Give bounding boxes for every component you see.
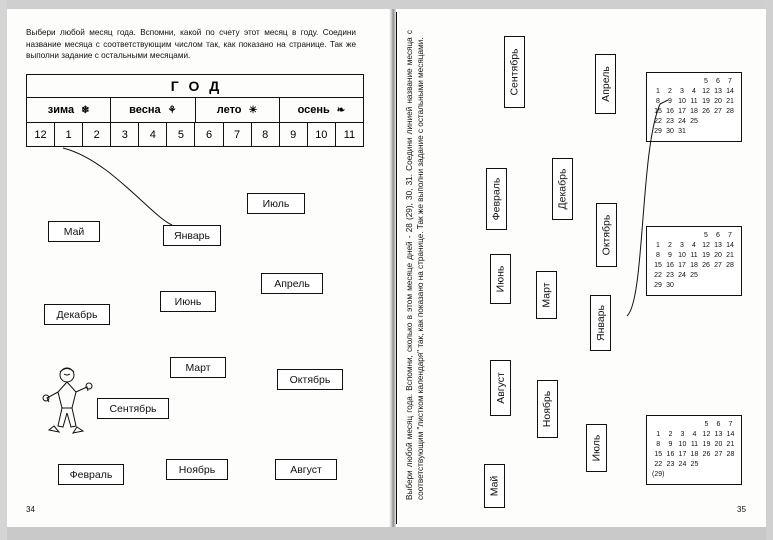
leaf-icon: ❧ <box>336 104 346 116</box>
month-box-vertical[interactable] <box>595 54 616 114</box>
calendar-day-cell: 16 <box>666 108 674 115</box>
season-cell-winter <box>27 98 110 122</box>
month-box-vertical[interactable] <box>486 168 507 230</box>
calendar-day-cell: 17 <box>678 262 686 269</box>
calendar-day-cell <box>724 117 736 127</box>
calendar-day-cell: 25 <box>690 118 698 125</box>
calendar-day-cell: 7 <box>728 78 732 85</box>
calendar-day-cell: 20 <box>714 252 722 259</box>
calendar-row <box>652 420 736 430</box>
month-number-cell[interactable]: 2 <box>82 123 110 146</box>
month-box[interactable]: Декабрь <box>44 304 110 325</box>
calendar-day-cell <box>688 281 700 291</box>
calendar-day-cell: 26 <box>702 108 710 115</box>
calendar-row <box>652 97 736 107</box>
calendar-day-cell: 3 <box>680 242 684 249</box>
calendar-day-cell: 17 <box>678 108 686 115</box>
calendar-day-cell: 15 <box>654 108 662 115</box>
calendar-day-cell <box>664 77 676 87</box>
month-box-vertical[interactable] <box>490 360 511 416</box>
spine-divider <box>396 12 397 524</box>
month-box-vertical[interactable] <box>536 271 557 319</box>
month-box[interactable]: Апрель <box>261 273 323 294</box>
calendar-row <box>652 117 736 127</box>
season-row <box>26 97 364 123</box>
month-number-cell[interactable]: 1 <box>54 123 82 146</box>
month-box-label: Декабрь <box>556 168 569 210</box>
month-number-cell[interactable]: 11 <box>335 123 363 146</box>
calendar-day-cell <box>676 470 688 480</box>
calendar-day-cell: 17 <box>678 451 687 458</box>
calendar-day-cell: 16 <box>666 451 675 458</box>
page-edge-top <box>0 0 773 9</box>
month-box-label: Октябрь <box>600 214 613 256</box>
calendar-day-cell: 5 <box>704 421 709 428</box>
month-number-cell[interactable]: 6 <box>194 123 222 146</box>
calendar-day-cell <box>712 281 724 291</box>
tulip-icon: ⚘ <box>167 104 177 116</box>
calendar-day-cell <box>700 127 712 137</box>
calendar-day-cell <box>688 420 700 430</box>
month-number-cell[interactable]: 12 <box>34 128 47 141</box>
month-box-vertical[interactable] <box>490 254 511 304</box>
month-number-cell[interactable]: 10 <box>307 123 335 146</box>
calendar-day-cell <box>652 77 664 87</box>
season-label-autumn: осень <box>297 104 330 116</box>
calendar-day-cell: 7 <box>728 232 732 239</box>
month-box-label: Сентябрь <box>508 48 521 96</box>
month-box[interactable]: Июль <box>247 193 305 214</box>
month-box[interactable]: Март <box>170 357 226 378</box>
calendar-row <box>652 127 736 137</box>
calendar-day-cell <box>664 420 676 430</box>
calendar-day-cell: 11 <box>690 441 699 448</box>
calendar-day-cell <box>652 420 664 430</box>
season-cell-autumn <box>279 98 363 122</box>
calendar-day-cell: 27 <box>714 108 722 115</box>
calendar-day-cell <box>664 470 676 480</box>
calendar-day-cell: 11 <box>690 98 698 105</box>
calendar-day-cell: 30 <box>666 128 674 135</box>
calendar-day-cell <box>712 470 724 480</box>
calendar-day-cell: 18 <box>690 262 698 269</box>
calendar-row <box>652 460 736 470</box>
calendar-day-cell: 10 <box>678 441 687 448</box>
season-label-summer: лето <box>216 104 242 116</box>
calendar-day-cell: 21 <box>726 252 734 259</box>
calendar-day-cell <box>712 460 724 470</box>
calendar-day-cell: 22 <box>654 272 662 279</box>
calendar-day-cell: 25 <box>690 272 698 279</box>
calendar-day-cell <box>712 271 724 281</box>
sun-icon: ☀ <box>248 104 258 116</box>
month-box[interactable]: Октябрь <box>277 369 343 390</box>
month-box[interactable]: Январь <box>163 225 221 246</box>
calendar-day-cell <box>700 117 712 127</box>
calendar-day-cell: 27 <box>714 262 722 269</box>
month-box-vertical[interactable] <box>590 295 611 351</box>
month-box-label: Август <box>494 372 507 404</box>
calendar-day-cell: 13 <box>714 88 722 95</box>
calendar-row <box>652 231 736 241</box>
calendar-day-cell <box>712 127 724 137</box>
month-box[interactable]: Февраль <box>58 464 124 485</box>
calendar-day-cell <box>688 470 700 480</box>
calendar-day-cell: (29) <box>652 471 665 478</box>
calendar-day-cell: 16 <box>666 262 674 269</box>
calendar-day-cell: 2 <box>668 431 673 438</box>
calendar-day-cell: 9 <box>668 252 672 259</box>
left-page-number: 34 <box>26 505 35 514</box>
month-box-label: Ноябрь <box>541 390 554 428</box>
calendar-row <box>652 241 736 251</box>
season-label-winter: зима <box>47 104 75 116</box>
calendar-day-cell: 6 <box>716 421 721 428</box>
month-number-cell[interactable]: 9 <box>279 123 307 146</box>
calendar-day-cell: 3 <box>680 431 685 438</box>
calendar-day-cell: 8 <box>656 441 661 448</box>
calendar-row <box>652 450 736 460</box>
calendar-day-cell <box>676 420 688 430</box>
calendar-day-cell: 23 <box>666 461 675 468</box>
calendar-day-cell: 19 <box>702 98 710 105</box>
calendar-day-cell <box>676 77 688 87</box>
month-box-vertical[interactable] <box>537 380 558 438</box>
month-box[interactable]: Август <box>275 459 337 480</box>
calendar-row <box>652 430 736 440</box>
month-box[interactable]: Июнь <box>160 291 216 312</box>
month-box-vertical[interactable] <box>586 424 607 472</box>
calendar-day-cell: 28 <box>726 108 734 115</box>
calendar-day-cell: 12 <box>702 431 711 438</box>
calendar-day-cell: 15 <box>654 262 662 269</box>
calendar-day-cell: 26 <box>702 262 710 269</box>
year-table <box>26 74 364 147</box>
calendar-day-cell <box>688 127 700 137</box>
month-box-vertical[interactable] <box>504 36 525 108</box>
calendar-day-cell <box>712 117 724 127</box>
girl-doll-illustration <box>40 362 96 434</box>
month-box-label: Март <box>540 282 553 308</box>
month-box-vertical[interactable] <box>552 158 573 220</box>
month-box-label: Июль <box>590 434 603 462</box>
calendar-day-cell: 6 <box>716 78 720 85</box>
calendar-row <box>652 440 736 450</box>
month-box-vertical[interactable] <box>596 203 617 267</box>
month-box-label: Февраль <box>490 177 503 221</box>
page-edge-bottom <box>0 527 773 540</box>
calendar-day-cell: 20 <box>714 441 723 448</box>
calendar-day-cell: 12 <box>702 88 710 95</box>
calendar-day-cell: 1 <box>656 431 661 438</box>
calendar-day-cell: 1 <box>656 88 660 95</box>
month-box-vertical[interactable] <box>484 464 505 508</box>
month-number-cell[interactable]: 5 <box>166 123 194 146</box>
calendar-sheet[interactable] <box>646 72 742 142</box>
calendar-day-cell: 15 <box>654 451 663 458</box>
calendar-day-cell: 13 <box>714 431 723 438</box>
calendar-day-cell: 19 <box>702 441 711 448</box>
right-instruction-text: Выбери любой месяц года. Вспомни, сколько в этом месяце дней - 28 (29), 30, 31. Соедини линией название месяца с соответствующим "листком календаря" так, как показано на странице. Так же выполни задание с остальными месяцами. <box>405 30 426 500</box>
calendar-day-cell <box>652 231 664 241</box>
calendar-row <box>652 470 736 480</box>
calendar-row <box>652 251 736 261</box>
calendar-day-cell: 25 <box>690 461 699 468</box>
calendar-day-cell: 28 <box>726 451 735 458</box>
calendar-day-cell: 3 <box>680 88 684 95</box>
calendar-day-cell: 18 <box>690 451 699 458</box>
calendar-day-cell <box>676 281 688 291</box>
calendar-day-cell: 6 <box>716 232 720 239</box>
calendar-day-cell: 14 <box>726 88 734 95</box>
month-box-label: Май <box>488 475 501 497</box>
page-edge-left <box>0 0 7 540</box>
calendar-day-cell: 14 <box>726 242 734 249</box>
calendar-day-cell <box>676 231 688 241</box>
calendar-day-cell: 28 <box>726 262 734 269</box>
calendar-day-cell: 4 <box>692 88 696 95</box>
calendar-day-cell: 10 <box>678 98 686 105</box>
calendar-day-cell: 8 <box>656 98 660 105</box>
calendar-day-cell: 18 <box>690 108 698 115</box>
month-box[interactable]: Сентябрь <box>97 398 169 419</box>
calendar-day-cell <box>724 281 736 291</box>
calendar-row <box>652 271 736 281</box>
calendar-day-cell: 24 <box>678 118 686 125</box>
calendar-day-cell: 12 <box>702 242 710 249</box>
calendar-day-cell: 22 <box>654 118 662 125</box>
season-label-spring: весна <box>129 104 161 116</box>
calendar-day-cell: 7 <box>728 421 733 428</box>
calendar-day-cell <box>724 460 736 470</box>
calendar-day-cell <box>724 127 736 137</box>
calendar-day-cell: 24 <box>678 461 687 468</box>
calendar-sheet[interactable] <box>646 226 742 296</box>
calendar-day-cell <box>700 470 712 480</box>
calendar-day-cell: 4 <box>692 431 697 438</box>
calendar-day-cell: 21 <box>726 441 735 448</box>
calendar-day-cell <box>688 231 700 241</box>
month-number-row <box>26 123 364 147</box>
calendar-day-cell: 27 <box>714 451 723 458</box>
calendar-day-cell <box>724 271 736 281</box>
month-number-cell[interactable]: 4 <box>138 123 166 146</box>
calendar-sheet[interactable] <box>646 415 742 485</box>
calendar-day-cell: 23 <box>666 118 674 125</box>
month-box[interactable]: Ноябрь <box>166 459 228 480</box>
calendar-day-cell <box>700 281 712 291</box>
calendar-day-cell: 5 <box>704 78 708 85</box>
calendar-day-cell <box>700 460 712 470</box>
calendar-day-cell: 4 <box>692 242 696 249</box>
calendar-day-cell: 2 <box>668 242 672 249</box>
calendar-day-cell: 1 <box>656 242 660 249</box>
calendar-day-cell: 24 <box>678 272 686 279</box>
calendar-row <box>652 261 736 271</box>
calendar-day-cell: 26 <box>702 451 711 458</box>
month-number-cell[interactable]: 7 <box>223 123 251 146</box>
calendar-day-cell: 10 <box>678 252 686 259</box>
calendar-day-cell: 29 <box>654 128 662 135</box>
calendar-day-cell: 31 <box>678 128 686 135</box>
calendar-row <box>652 281 736 291</box>
left-instruction-text: Выбери любой месяц года. Вспомни, какой по счету этот месяц в году. Соедини название месяца с соответствующим числом так, как показано на странице. Так же выполни задание с остальными месяцами. <box>26 28 356 61</box>
calendar-day-cell <box>700 271 712 281</box>
calendar-day-cell: 20 <box>714 98 722 105</box>
book-gutter <box>389 9 396 527</box>
calendar-day-cell <box>724 470 736 480</box>
calendar-day-cell: 23 <box>666 272 674 279</box>
page-edge-right <box>766 0 773 540</box>
calendar-day-cell: 8 <box>656 252 660 259</box>
calendar-day-cell: 21 <box>726 98 734 105</box>
calendar-day-cell: 14 <box>726 431 735 438</box>
calendar-day-cell: 11 <box>690 252 698 259</box>
right-page-number: 35 <box>737 505 746 514</box>
calendar-row <box>652 87 736 97</box>
month-box-label: Апрель <box>599 66 612 102</box>
calendar-day-cell: 9 <box>668 441 673 448</box>
calendar-day-cell <box>664 231 676 241</box>
year-table-title: ГОД <box>26 74 364 97</box>
season-cell-spring <box>110 98 194 122</box>
month-number-cell[interactable]: 8 <box>251 123 279 146</box>
calendar-row <box>652 107 736 117</box>
calendar-row <box>652 77 736 87</box>
calendar-day-cell: 29 <box>654 282 662 289</box>
snowflake-icon: ❄ <box>81 104 90 116</box>
calendar-day-cell: 30 <box>666 282 674 289</box>
month-number-cell[interactable]: 3 <box>110 123 138 146</box>
calendar-day-cell: 22 <box>654 461 663 468</box>
season-cell-summer <box>195 98 279 122</box>
calendar-day-cell: 13 <box>714 242 722 249</box>
month-box-label: Июнь <box>494 265 507 293</box>
month-box[interactable]: Май <box>48 221 100 242</box>
calendar-day-cell: 5 <box>704 232 708 239</box>
calendar-day-cell <box>688 77 700 87</box>
calendar-day-cell: 9 <box>668 98 672 105</box>
month-box-label: Январь <box>594 305 607 341</box>
calendar-day-cell: 2 <box>668 88 672 95</box>
calendar-day-cell: 19 <box>702 252 710 259</box>
